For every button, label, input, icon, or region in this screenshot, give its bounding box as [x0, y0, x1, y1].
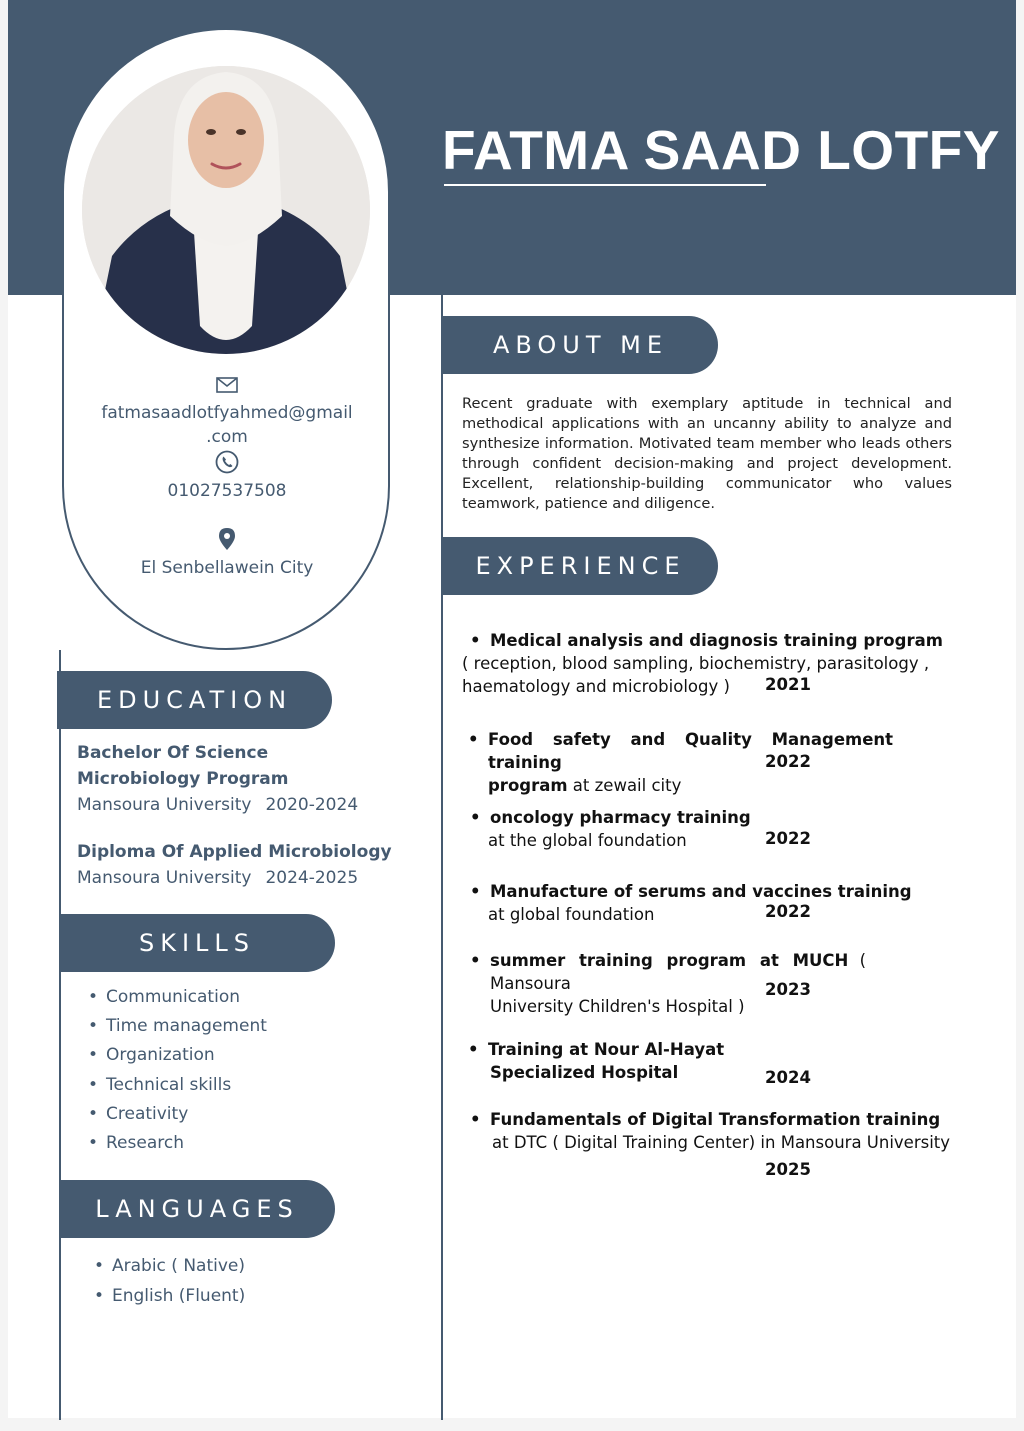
languages-heading: LANGUAGES	[59, 1180, 335, 1238]
bullet-dot: •	[470, 808, 481, 827]
experience-detail: at the global foundation	[488, 831, 687, 850]
experience-detail: at DTC ( Digital Training Center) in Mansoura University	[492, 1133, 951, 1152]
experience-title: Specialized Hospital	[490, 1063, 679, 1082]
experience-title: program	[488, 776, 568, 795]
experience-year: 2023	[765, 980, 811, 999]
email-line-1: fatmasaadlotfyahmed@gmail	[101, 403, 353, 423]
school-name: Mansoura University	[77, 868, 252, 888]
experience-item	[462, 949, 952, 1018]
about-text: Recent graduate with exemplary aptitude in technical and methodical applications with an uncanny ability to analyze and synthesize information. Motivated team member who leads others through confident decision-making and project development. Excellent, relationship-building communicator who values teamwork, patience and diligence.	[462, 395, 952, 512]
skill-item: • Research	[86, 1129, 267, 1158]
experience-title: summer training program at MUCH	[490, 951, 849, 970]
language-item: • English (Fluent)	[92, 1281, 245, 1311]
experience-item	[462, 629, 952, 698]
experience-title: Training at Nour Al-Hayat	[488, 1040, 725, 1059]
bullet-dot: •	[470, 951, 481, 970]
experience-item	[462, 1038, 952, 1084]
left-divider	[59, 650, 61, 1420]
skills-heading: SKILLS	[59, 914, 335, 972]
experience-detail: haematology and microbiology )	[462, 677, 730, 696]
skill-item: • Organization	[86, 1041, 267, 1070]
location-text: El Senbellawein City	[140, 558, 314, 578]
degree-years: 2020-2024	[265, 795, 359, 815]
mail-icon	[216, 377, 238, 393]
candidate-name: FATMA SAAD LOTFY	[442, 119, 1000, 181]
degree-program: Microbiology Program	[77, 769, 289, 789]
phone-icon	[215, 450, 239, 474]
experience-heading: EXPERIENCE	[443, 537, 718, 595]
experience-title: oncology pharmacy training	[490, 808, 751, 827]
skill-item: • Creativity	[86, 1100, 267, 1129]
degree-title: Bachelor Of Science	[77, 743, 269, 763]
language-item: • Arabic ( Native)	[92, 1251, 245, 1281]
languages-list	[92, 1251, 245, 1311]
experience-item	[462, 728, 952, 797]
degree-school-row	[77, 865, 407, 891]
experience-detail: at global foundation	[488, 905, 655, 924]
experience-item	[462, 806, 952, 852]
experience-year: 2025	[765, 1160, 811, 1179]
experience-item	[462, 1108, 952, 1154]
experience-detail: University Children's Hospital )	[490, 997, 745, 1016]
skill-item: • Communication	[86, 983, 267, 1012]
experience-year: 2024	[765, 1068, 811, 1087]
bullet-dot: •	[470, 1110, 481, 1129]
skill-item: • Technical skills	[86, 1071, 267, 1100]
experience-detail: ( Mansoura	[490, 951, 867, 993]
experience-title: Manufacture of serums and vaccines training	[490, 882, 912, 901]
bullet-dot: •	[468, 730, 479, 749]
experience-year: 2022	[765, 902, 811, 921]
experience-year: 2022	[765, 829, 811, 848]
about-heading: ABOUT ME	[443, 316, 718, 374]
experience-detail: at zewail city	[567, 776, 682, 795]
profile-photo	[82, 66, 370, 354]
experience-year: 2021	[765, 675, 811, 694]
bullet-dot: •	[468, 1040, 479, 1059]
experience-detail: ( reception, blood sampling, biochemistry, parasitology ,	[462, 654, 930, 673]
name-underline	[444, 184, 766, 186]
bullet-dot: •	[470, 882, 481, 901]
email-line-2: .com	[206, 427, 248, 447]
skill-item: • Time management	[86, 1012, 267, 1041]
column-divider	[441, 295, 443, 1420]
education-heading: EDUCATION	[57, 671, 332, 729]
degree-years: 2024-2025	[265, 868, 359, 888]
experience-year: 2022	[765, 752, 811, 771]
experience-item	[462, 880, 952, 926]
education-entry	[77, 740, 407, 818]
education-entry	[77, 839, 407, 891]
bullet-dot: •	[470, 631, 481, 650]
school-name: Mansoura University	[77, 795, 252, 815]
phone-number: 01027537508	[167, 481, 287, 501]
experience-title: Medical analysis and diagnosis training program	[490, 631, 943, 650]
degree-school-row	[77, 792, 407, 818]
degree-title: Diploma Of Applied Microbiology	[77, 842, 392, 862]
experience-title: Food safety and Quality Management training	[488, 730, 894, 772]
skills-list	[86, 983, 267, 1158]
location-pin-icon	[219, 528, 235, 550]
experience-title: Fundamentals of Digital Transformation training	[490, 1110, 941, 1129]
